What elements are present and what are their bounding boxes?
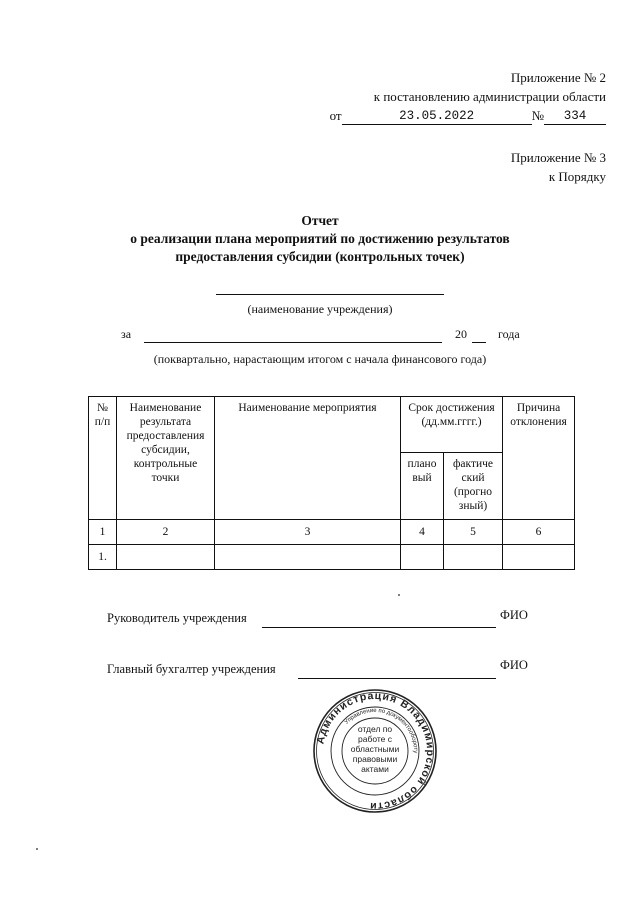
institution-caption: (наименование учреждения) [247,302,393,316]
appendix-title: Приложение № 2 [510,70,606,85]
colnum-1: 1 [89,520,117,545]
decree-number: 334 [544,109,606,125]
col-deadline-header: Срок достижения (дд.мм.гггг.) [401,397,503,453]
row-actual [444,545,503,570]
scan-speck [36,848,38,850]
col-num-header: № п/п [89,397,117,520]
svg-text:Управление по документообороту: Управление по документообороту [343,707,419,754]
table-header-row [89,397,575,453]
colnum-6: 6 [503,520,575,545]
row-num: 1. [89,545,117,570]
row-reason [503,545,575,570]
period-prefix: за [121,327,132,341]
row-result [117,545,215,570]
accountant-name: ФИО [500,658,528,672]
svg-text:Администрация Владимирской обл: Администрация Владимирской области [314,689,437,813]
year-blank [472,342,486,343]
scan-speck [398,594,400,596]
accountant-label: Главный бухгалтер учреждения [107,662,276,676]
date-prefix: от [329,108,342,123]
row-planned [401,545,444,570]
period-caption: (поквартально, нарастающим итогом с начала финансового года) [153,352,487,366]
report-title-line1: Отчет [301,213,339,228]
appendix3-reference [276,148,606,186]
colnum-3: 3 [215,520,401,545]
head-signature-line [262,627,496,628]
decree-date-line [276,106,606,125]
year-suffix: года [498,327,520,341]
col-result-header: Наименование результата предоставления субсидии, контрольные точки [117,397,215,520]
report-title-line2: о реализации плана мероприятий по достижению результатов [130,231,510,246]
col-reason-header: Причина отклонения [503,397,575,520]
year-prefix: 20 [455,327,467,341]
decree-text: к постановлению администрации области [373,89,606,104]
col-planned-header: плано вый [401,453,444,520]
appendix3-title: Приложение № 3 [510,150,606,165]
period-blank [144,342,442,343]
head-name: ФИО [500,608,528,622]
number-prefix: № [531,108,544,123]
decree-reference [276,68,606,125]
col-actual-header: фактиче ский (прогно зный) [444,453,503,520]
institution-blank [216,294,444,295]
accountant-signature-line [298,678,496,679]
colnum-4: 4 [401,520,444,545]
colnum-5: 5 [444,520,503,545]
appendix3-ref: к Порядку [548,169,606,184]
official-stamp [312,688,438,814]
col-event-header: Наименование мероприятия [215,397,401,520]
stamp-inner-text: отдел по работе с областными правовыми актами [350,724,400,774]
table-row [89,545,575,570]
report-title [0,212,640,266]
decree-date: 23.05.2022 [342,109,532,125]
column-numbers-row [89,520,575,545]
head-label: Руководитель учреждения [107,611,247,625]
colnum-2: 2 [117,520,215,545]
report-title-line3: предоставления субсидии (контрольных точек) [175,249,465,264]
row-event [215,545,401,570]
report-table [88,396,575,570]
